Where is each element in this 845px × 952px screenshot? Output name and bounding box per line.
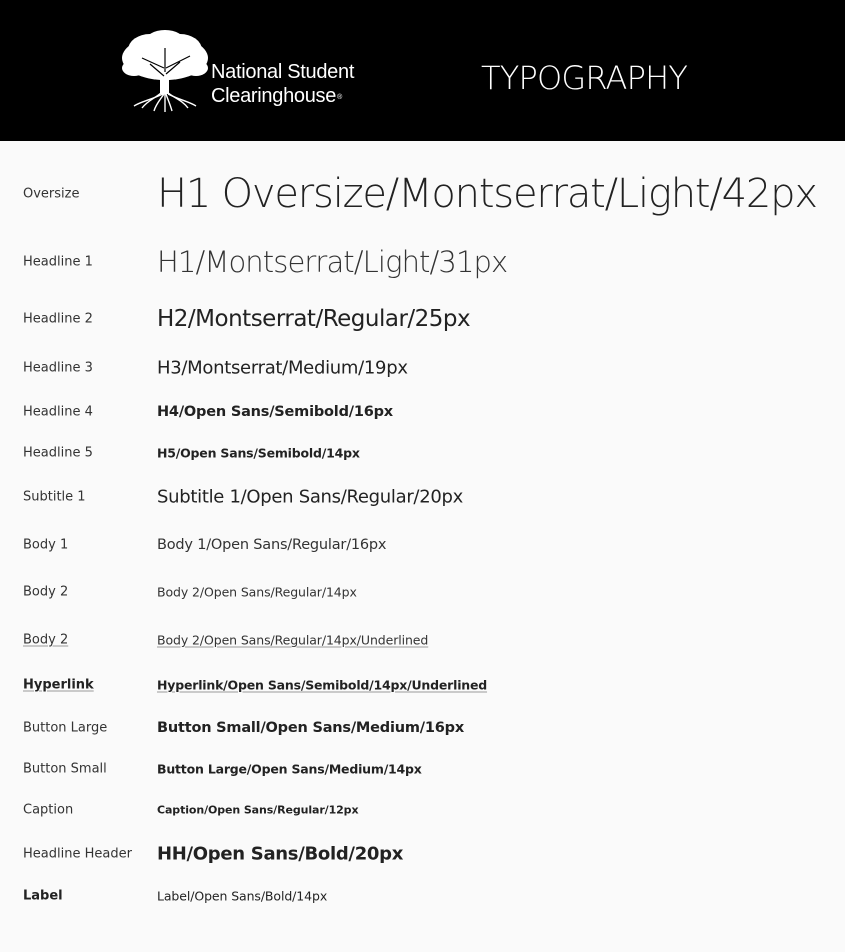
registered-mark: ® bbox=[337, 94, 342, 101]
style-label-body-2-underlined: Body 2 bbox=[23, 632, 69, 648]
style-label-button-small: Button Small bbox=[23, 761, 107, 777]
sample-headline-2: H2/Montserrat/Regular/25px bbox=[157, 306, 471, 332]
style-label-headline-3: Headline 3 bbox=[23, 360, 93, 376]
sample-headline-3: H3/Montserrat/Medium/19px bbox=[157, 357, 408, 379]
sample-headline-1: H1/Montserrat/Light/31px bbox=[157, 245, 508, 279]
sample-headline-4: H4/Open Sans/Semibold/16px bbox=[157, 404, 393, 420]
page-title: TYPOGRAPHY bbox=[481, 59, 688, 97]
tree-logo-icon bbox=[120, 28, 210, 112]
style-label-body-1: Body 1 bbox=[23, 537, 69, 553]
sample-body-2-underlined: Body 2/Open Sans/Regular/14px/Underlined bbox=[157, 632, 429, 648]
style-label-headline-5: Headline 5 bbox=[23, 445, 93, 461]
sample-subtitle-1: Subtitle 1/Open Sans/Regular/20px bbox=[157, 486, 463, 508]
sample-hyperlink[interactable]: Hyperlink/Open Sans/Semibold/14px/Underlined bbox=[157, 677, 488, 693]
logo-line-1: National Student bbox=[211, 61, 355, 83]
logo-line-2: Clearinghouse bbox=[211, 85, 337, 107]
sample-headline-5: H5/Open Sans/Semibold/14px bbox=[157, 445, 360, 461]
style-label-headline-header: Headline Header bbox=[23, 846, 132, 862]
style-label-subtitle-1: Subtitle 1 bbox=[23, 489, 86, 505]
header-banner bbox=[0, 0, 845, 141]
sample-body-2: Body 2/Open Sans/Regular/14px bbox=[157, 584, 357, 600]
style-label-label: Label bbox=[23, 888, 63, 904]
sample-label: Label/Open Sans/Bold/14px bbox=[157, 888, 328, 904]
sample-body-1: Body 1/Open Sans/Regular/16px bbox=[157, 537, 387, 553]
sample-button-small: Button Large/Open Sans/Medium/14px bbox=[157, 761, 422, 777]
sample-button-large: Button Small/Open Sans/Medium/16px bbox=[157, 720, 464, 736]
sample-caption: Caption/Open Sans/Regular/12px bbox=[157, 803, 359, 817]
style-label-caption: Caption bbox=[23, 802, 74, 818]
logo-wordmark bbox=[211, 60, 354, 108]
style-label-headline-2: Headline 2 bbox=[23, 311, 93, 327]
style-label-headline-4: Headline 4 bbox=[23, 404, 93, 420]
sample-oversize: H1 Oversize/Montserrat/Light/42px bbox=[157, 171, 817, 217]
sample-headline-header: HH/Open Sans/Bold/20px bbox=[157, 843, 404, 865]
style-label-oversize: Oversize bbox=[23, 186, 80, 202]
style-label-body-2: Body 2 bbox=[23, 584, 69, 600]
style-label-button-large: Button Large bbox=[23, 720, 108, 736]
style-label-hyperlink: Hyperlink bbox=[23, 677, 94, 693]
style-label-headline-1: Headline 1 bbox=[23, 254, 93, 270]
